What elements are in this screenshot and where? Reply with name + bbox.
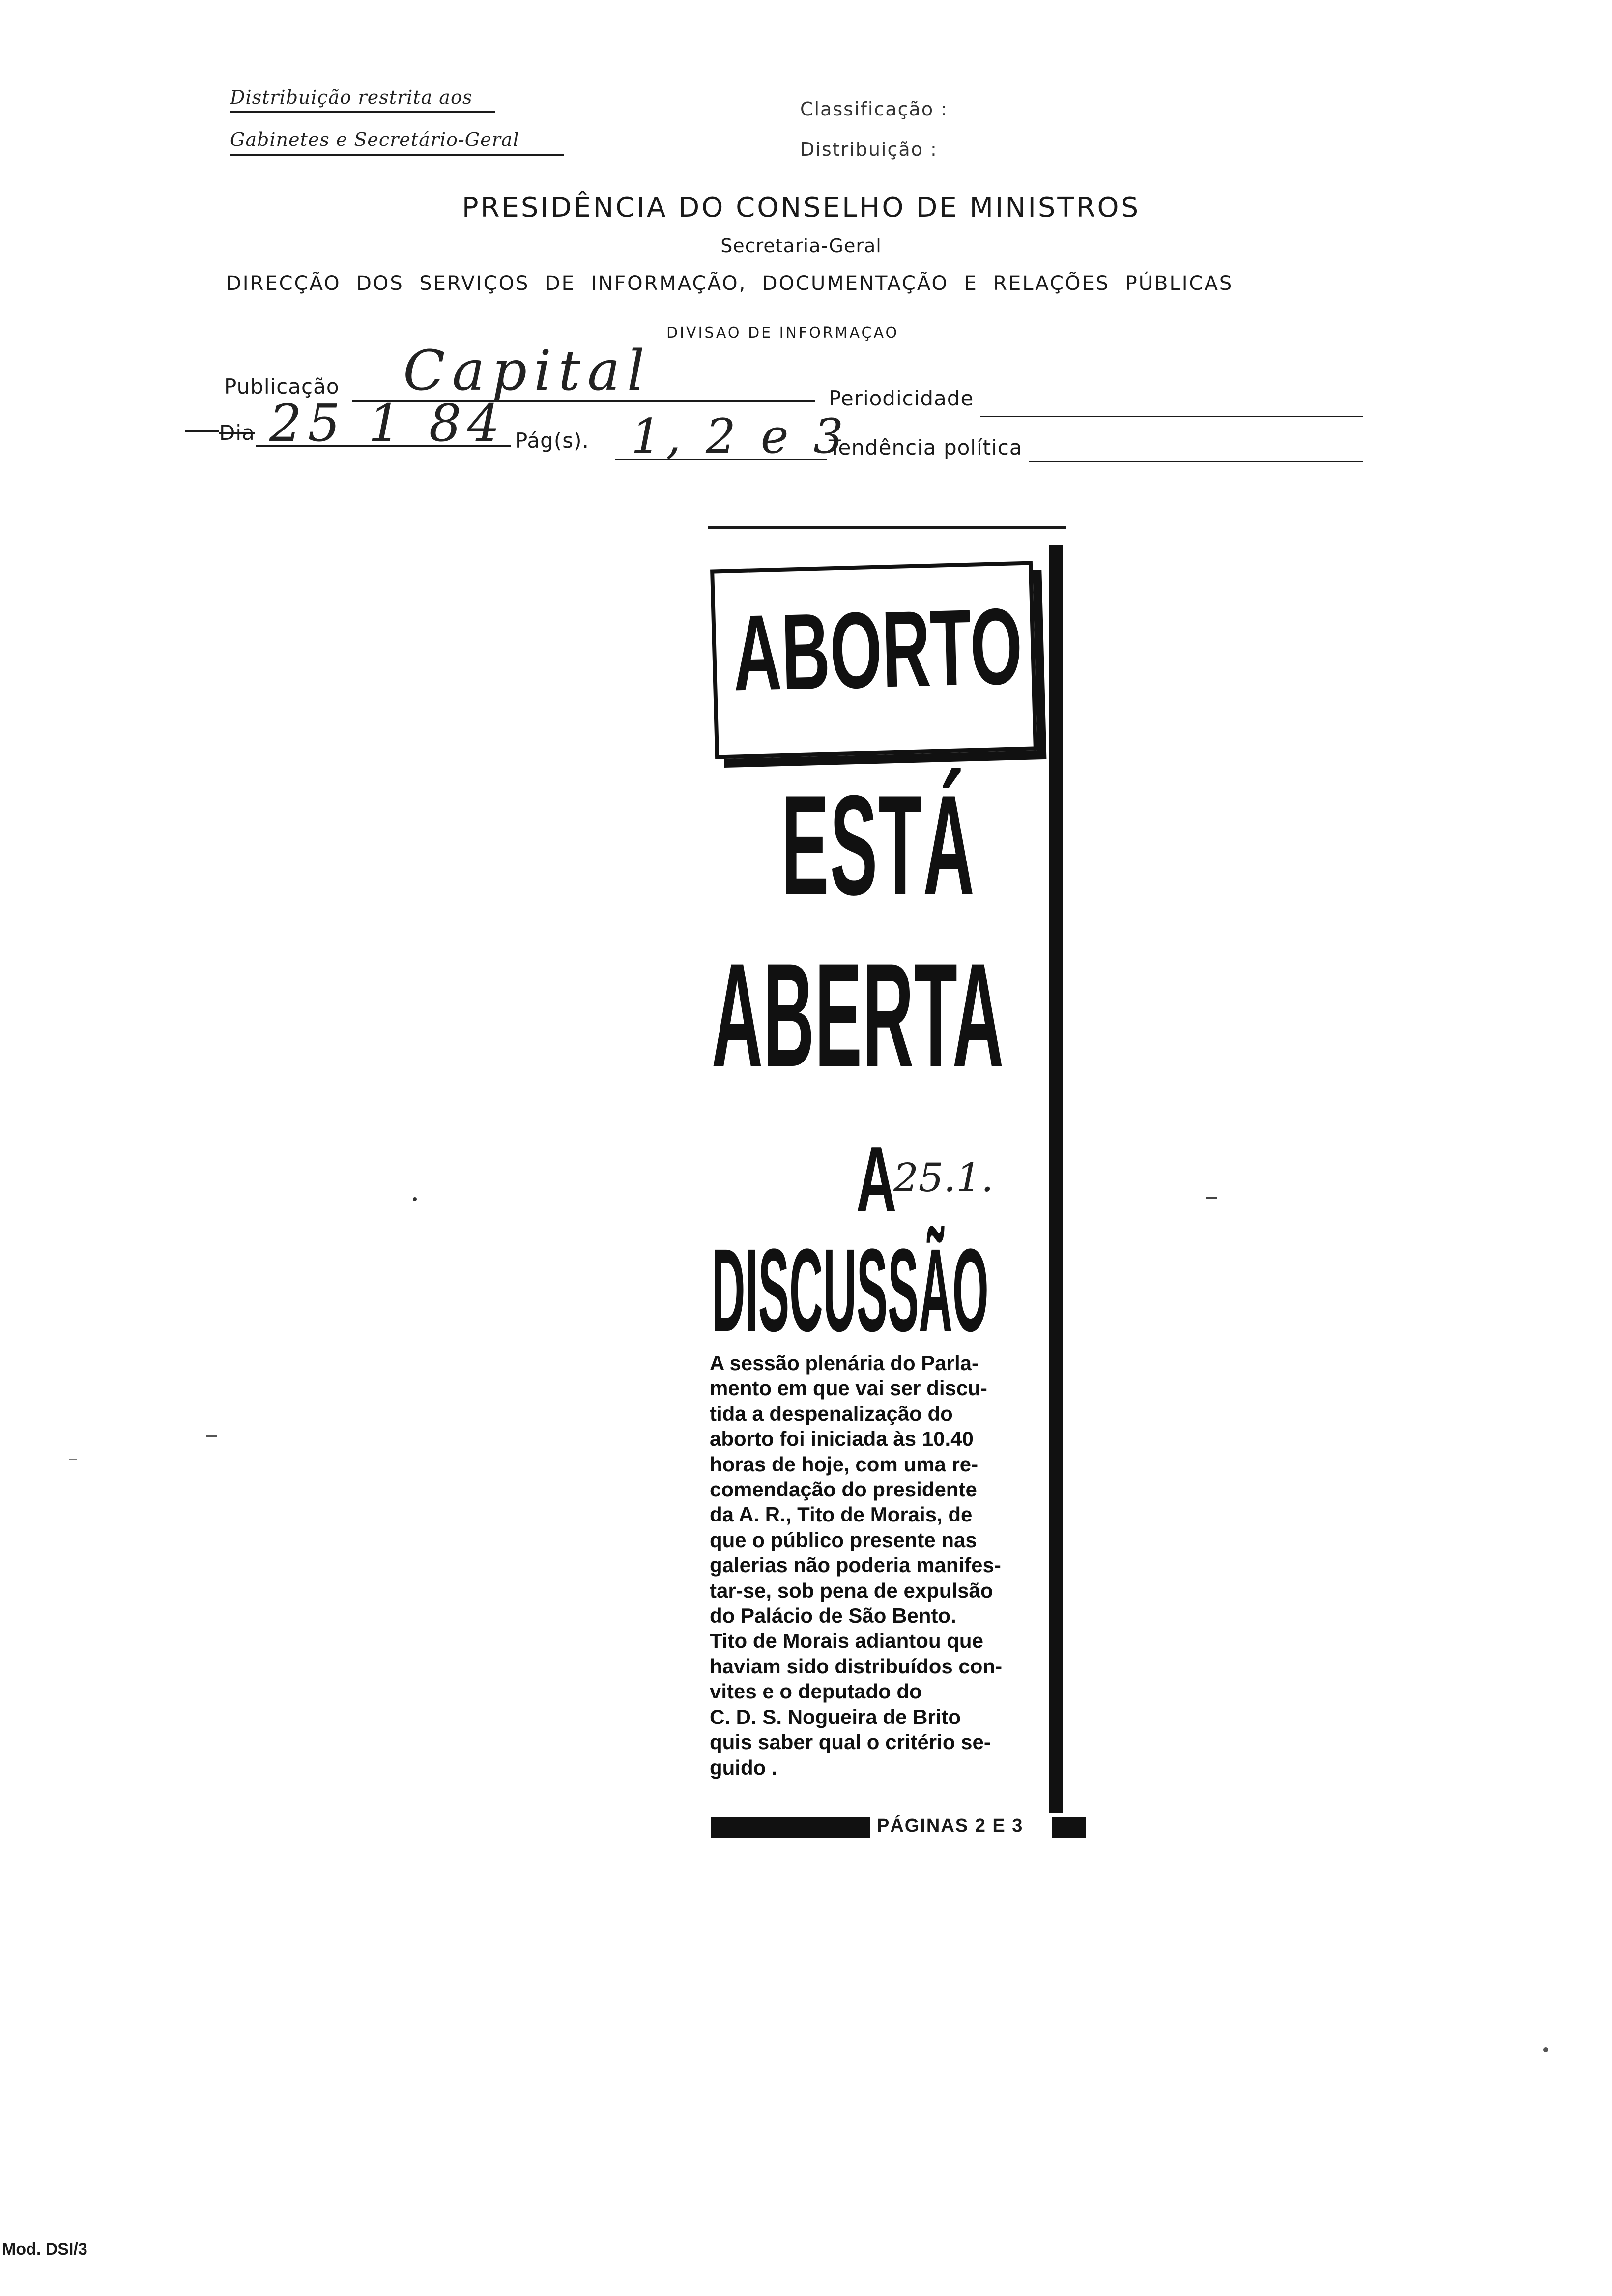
classification-label: Classificação :	[800, 98, 948, 120]
footer-bar-right	[1052, 1817, 1086, 1838]
org-title: PRESIDÊNCIA DO CONSELHO DE MINISTROS	[461, 192, 1141, 224]
headline-line-3: A	[856, 1127, 898, 1232]
pages-label: Pág(s).	[515, 429, 589, 453]
restriction-note-line2: Gabinetes e Secretário-Geral	[230, 129, 519, 150]
body-line: comendação do presidente	[710, 1478, 977, 1501]
body-line: haviam sido distribuídos con-	[710, 1654, 1003, 1678]
body-line: do Palácio de São Bento.	[710, 1604, 956, 1628]
body-line: galerias não poderia manifes-	[710, 1553, 1001, 1577]
clipping-body	[710, 1350, 1040, 1780]
body-line: mento em que vai ser discu-	[710, 1377, 987, 1400]
kicker-text: ABORTO	[731, 585, 1024, 714]
body-line: aborto foi iniciada às 10.40	[710, 1427, 974, 1451]
body-line: tida a despenalização do	[710, 1402, 953, 1425]
body-line: que o público presente nas	[710, 1528, 977, 1551]
headline-line-1: ESTÁ	[781, 766, 976, 925]
tendency-label: Tendência política	[829, 435, 1023, 459]
pages-handwritten-value: 1, 2 e 3	[631, 409, 849, 464]
publication-handwritten-value: Capital	[403, 339, 652, 403]
restriction-note-line1: Distribuição restrita aos	[230, 86, 473, 108]
org-subtitle: Secretaria-Geral	[720, 235, 882, 257]
restriction-underline-1	[230, 111, 495, 113]
footer-bar-left	[711, 1817, 870, 1838]
body-line: A sessão plenária do Parla-	[710, 1351, 979, 1375]
scan-speck	[1206, 1197, 1217, 1199]
directorate-line: DIRECÇÃO DOS SERVIÇOS DE INFORMAÇÃO, DOCUMENTAÇÃO E RELAÇÕES PÚBLICAS	[226, 272, 1234, 295]
day-handwritten-value: 25 1 84	[269, 393, 506, 453]
distribution-label: Distribuição :	[800, 139, 938, 160]
body-line: C. D. S. Nogueira de Brito	[710, 1705, 961, 1728]
body-line: quis saber qual o critério se-	[710, 1730, 991, 1754]
headline-margin-annotation: 25.1.	[893, 1155, 994, 1201]
body-line: tar-se, sob pena de expulsão	[710, 1578, 993, 1602]
kicker-box	[710, 561, 1037, 759]
scan-speck	[206, 1435, 217, 1437]
body-line: guido .	[710, 1755, 777, 1779]
restriction-underline-2	[230, 154, 564, 156]
clipping-right-column-bar	[1049, 545, 1063, 1813]
tendency-field-line	[1029, 461, 1363, 462]
body-line: horas de hoje, com uma re-	[710, 1452, 979, 1476]
day-margin-dash	[185, 430, 219, 432]
scan-speck	[1543, 2047, 1548, 2052]
headline-line-4: DISCUSSÃO	[712, 1224, 989, 1356]
day-label: Dia	[219, 421, 255, 445]
publication-label: Publicação	[224, 374, 340, 399]
clipping-footer-text: PÁGINAS 2 E 3	[877, 1815, 1024, 1836]
scan-speck	[413, 1197, 417, 1201]
scan-speck	[69, 1459, 77, 1460]
form-code: Mod. DSI/3	[2, 2240, 87, 2259]
body-line: da A. R., Tito de Morais, de	[710, 1503, 973, 1526]
periodicity-field-line	[980, 416, 1363, 417]
periodicity-label: Periodicidade	[829, 386, 974, 410]
body-line: vites e o deputado do	[710, 1680, 922, 1703]
body-line: Tito de Morais adiantou que	[710, 1629, 983, 1653]
division-label: DIVISAO DE INFORMAÇAO	[666, 324, 899, 342]
clipping-top-rule	[708, 526, 1066, 529]
headline-line-2: ABERTA	[712, 932, 1005, 1097]
